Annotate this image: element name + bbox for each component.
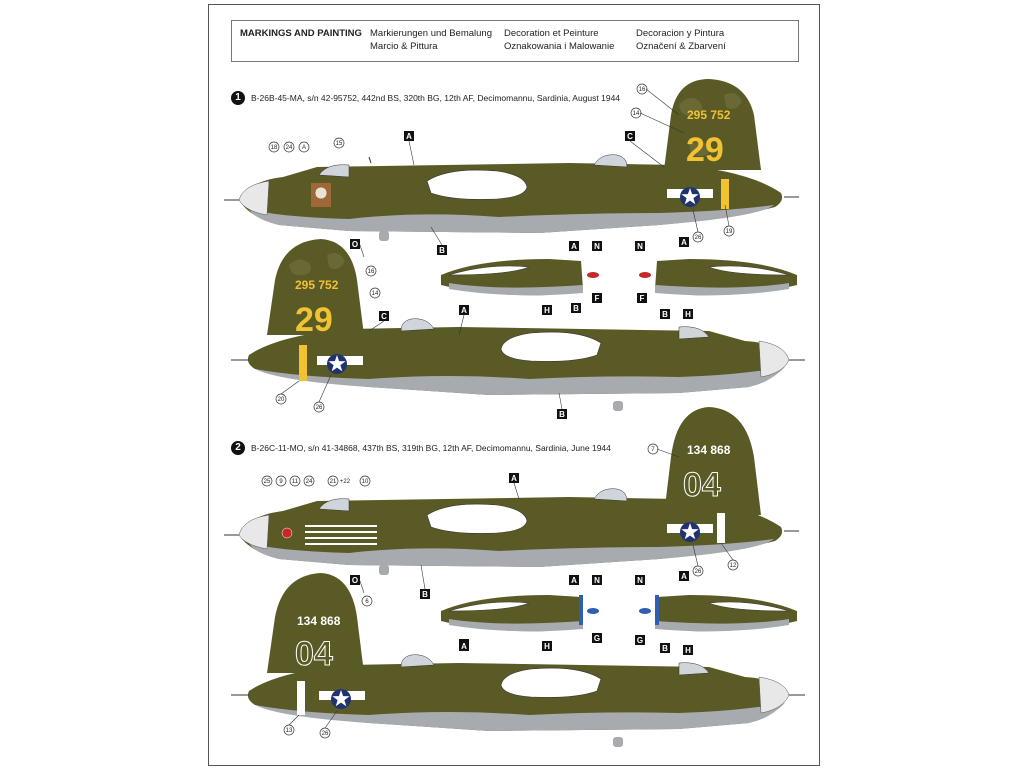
header-col-de-it: Markierungen und Bemalung Marcio & Pittura (370, 28, 492, 52)
svg-text:26: 26 (321, 731, 329, 737)
callout-O: O (351, 576, 359, 585)
callout-plus-22: +22 (339, 479, 351, 485)
nacelle-1-right (639, 259, 797, 295)
callout-F: F (639, 294, 645, 303)
svg-text:24: 24 (305, 479, 313, 485)
callout-F: F (594, 294, 600, 303)
tail-serial: 134 868 (297, 614, 341, 628)
svg-text:14: 14 (632, 111, 640, 117)
callout-A: A (406, 132, 412, 141)
svg-text:14: 14 (371, 291, 379, 297)
svg-text:15: 15 (335, 141, 343, 147)
callout-N: N (637, 576, 643, 585)
callout-H: H (685, 310, 691, 319)
callout-B: B (573, 304, 579, 313)
callout-B: B (422, 590, 428, 599)
scheme-caption: B-26B-45-MA, s/n 42-95752, 442nd BS, 320th BG, 12th AF, Decimomannu, Sardinia, August 1944 (251, 93, 621, 103)
callout-C: C (381, 312, 387, 321)
svg-text:9: 9 (279, 479, 283, 485)
callout-H: H (544, 306, 550, 315)
callout-A: A (681, 238, 687, 247)
callout-A: A (681, 572, 687, 581)
callout-O: O (351, 240, 359, 249)
tail-serial: 295 752 (295, 278, 339, 292)
svg-text:A: A (301, 145, 307, 151)
svg-text:6: 6 (365, 599, 369, 605)
svg-text:12: 12 (729, 563, 737, 569)
tail-code: 04 (295, 635, 333, 673)
svg-text:16: 16 (638, 87, 646, 93)
svg-text:13: 13 (285, 728, 293, 734)
header-col-fr-pl: Decoration et Peinture Oznakowania i Malowanie (504, 28, 615, 52)
svg-text:10: 10 (361, 479, 369, 485)
callout-H: H (544, 642, 550, 651)
svg-text:7: 7 (651, 447, 655, 453)
callout-B: B (439, 246, 445, 255)
svg-text:26: 26 (694, 569, 702, 575)
aircraft-2-left-side (224, 407, 799, 575)
aircraft-1-left-side (224, 79, 799, 241)
callout-H: H (685, 646, 691, 655)
callout-B: B (662, 310, 668, 319)
header-title: MARKINGS AND PAINTING (240, 28, 362, 39)
callout-A: A (571, 242, 577, 251)
svg-text:11: 11 (291, 479, 299, 485)
tail-code: 29 (686, 131, 724, 169)
callout-N: N (637, 242, 643, 251)
callout-N: N (594, 576, 600, 585)
header-col-es-cz: Decoracion y Pintura Označení & Zbarvení (636, 28, 726, 52)
scheme-caption: B-26C-11-MO, s/n 41-34868, 437th BS, 319th BG, 12th AF, Decimomannu, Sardinia, June 1944 (251, 443, 611, 453)
callout-B: B (662, 644, 668, 653)
svg-text:21: 21 (329, 479, 337, 485)
callout-A: A (461, 306, 467, 315)
callout-B: B (559, 410, 565, 419)
callout-N: N (594, 242, 600, 251)
nacelle-1-left (441, 259, 599, 295)
tail-code: 04 (683, 466, 721, 504)
tail-serial: 295 752 (687, 108, 731, 122)
svg-text:20: 20 (277, 397, 285, 403)
svg-text:16: 16 (367, 269, 375, 275)
nacelle-2-left (441, 595, 599, 631)
svg-text:25: 25 (263, 479, 271, 485)
markings-sheet (208, 4, 820, 766)
callout-A: A (511, 474, 517, 483)
tail-serial: 134 868 (687, 443, 731, 457)
scheme-number: 1 (231, 91, 245, 105)
svg-text:26: 26 (694, 235, 702, 241)
svg-text:19: 19 (725, 229, 733, 235)
callout-A: A (571, 576, 577, 585)
callout-G: G (636, 636, 644, 645)
callout-G: G (593, 634, 601, 643)
callout-A: A (461, 642, 467, 651)
drawings-svg (209, 5, 819, 765)
nacelle-2-right (639, 595, 797, 631)
scheme-number: 2 (231, 441, 245, 455)
svg-text:24: 24 (285, 145, 293, 151)
svg-text:26: 26 (315, 405, 323, 411)
svg-text:18: 18 (270, 145, 278, 151)
callout-C: C (627, 132, 633, 141)
tail-code: 29 (295, 301, 333, 339)
